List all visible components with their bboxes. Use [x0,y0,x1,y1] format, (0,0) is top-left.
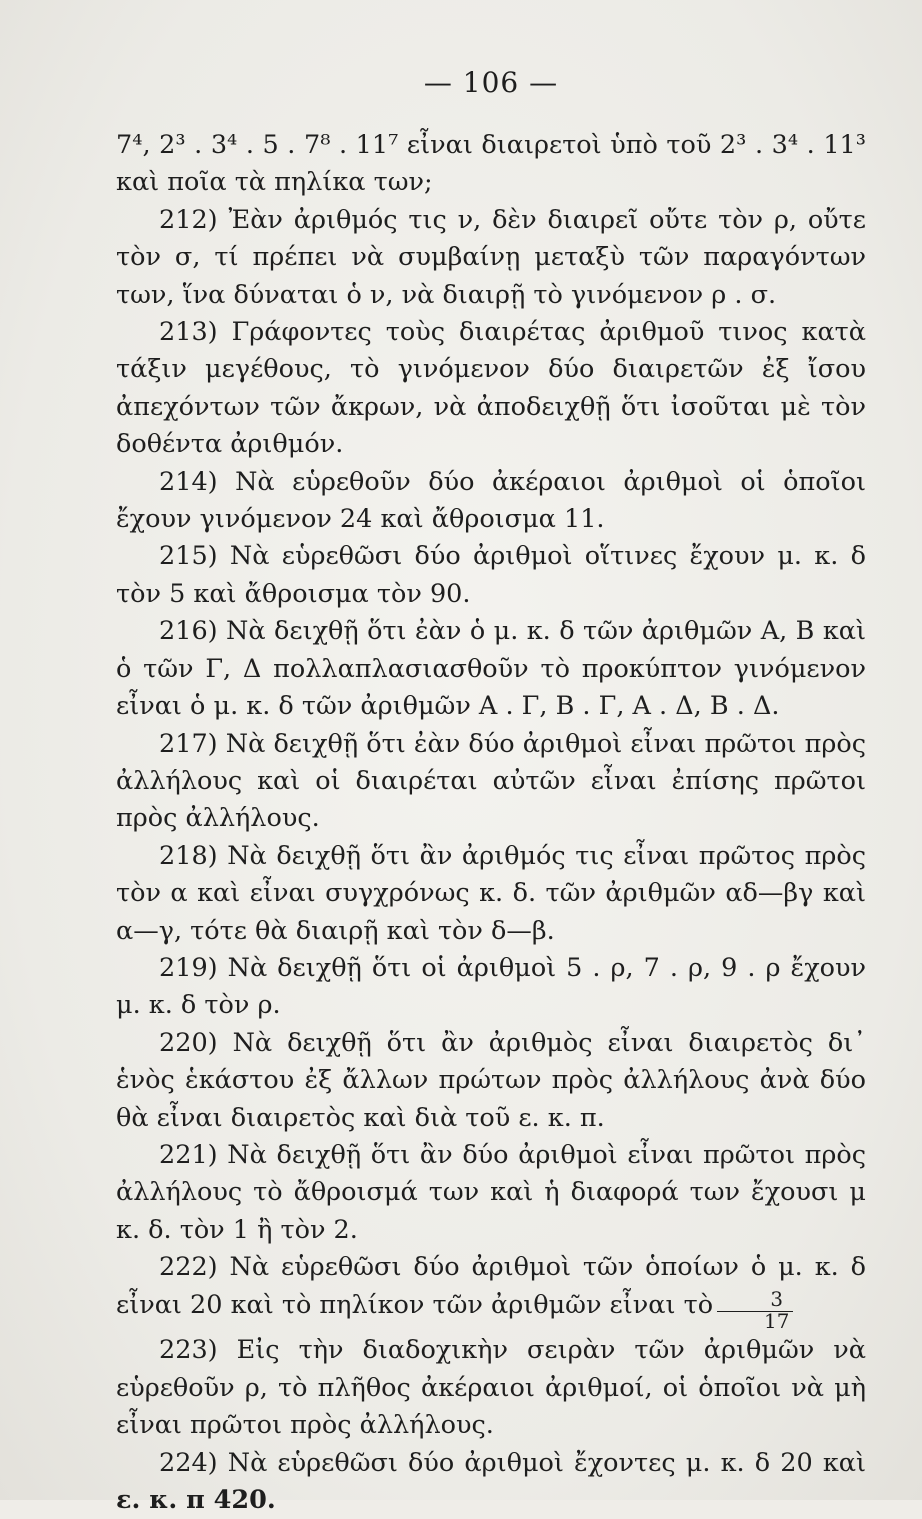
exercise-224-text: 224) Νὰ εὑρεθῶσι δύο ἀριθμοὶ ἔχοντες μ. κ. δ 20 καὶ [159,1447,866,1478]
exercise-213: 213) Γράφοντες τοὺς διαιρέτας ἀριθμοῦ τινος κατὰ τάξιν μεγέθους, τὸ γινόμενον δύο διαιρετῶν ἐξ ἴσου ἀπεχόντων τῶν ἄκρων, νὰ ἀποδειχθῇ ὅτι ἰσοῦται μὲ τὸν δοθέντα ἀριθμόν. [116,317,866,460]
exercise-222 [116,1249,866,1332]
exercise-217: 217) Νὰ δειχθῇ ὅτι ἐὰν δύο ἀριθμοὶ εἶναι πρῶτοι πρὸς ἀλλήλους καὶ οἱ διαιρέται αὐτῶν εἶναι ἐπίσης πρῶτοι πρὸς ἀλλήλους. [116,728,866,834]
exercise-224-end: ε. κ. π 420. [116,1485,276,1515]
fraction [717,1287,793,1333]
exercise-224 [116,1445,866,1519]
exercise-216: 216) Νὰ δειχθῇ ὅτι ἐὰν ὁ μ. κ. δ τῶν ἀριθμῶν Α, Β καὶ ὁ τῶν Γ, Δ πολλαπλασιασθοῦν τὸ προκύπτον γινόμενον εἶναι ὁ μ. κ. δ τῶν ἀριθμῶν Α . Γ, Β . Γ, Α . Δ, Β . Δ. [116,616,866,722]
exercise-219: 219) Νὰ δειχθῇ ὅτι οἱ ἀριθμοὶ 5 . ρ, 7 . ρ, 9 . ρ ἔχουν μ. κ. δ τὸν ρ. [116,952,866,1021]
exercise-220: 220) Νὰ δειχθῇ ὅτι ἂν ἀριθμὸς εἶναι διαιρετὸς δι᾽ ἑνὸς ἑκάστου ἐξ ἄλλων πρώτων πρὸς ἀλλήλους ἀνὰ δύο θὰ εἶναι διαιρετὸς καὶ διὰ τοῦ ε. κ. π. [116,1027,866,1133]
exercise-214: 214) Νὰ εὑρεθοῦν δύο ἀκέραιοι ἀριθμοὶ οἱ ὁποῖοι ἔχουν γινόμενον 24 καὶ ἄθροισμα 11. [116,466,866,535]
page-number: — 106 — [423,66,559,99]
exercise-212: 212) Ἐὰν ἀριθμός τις ν, δὲν διαιρεῖ οὔτε τὸν ρ, οὔτε τὸν σ, τί πρέπει νὰ συμβαίνῃ μεταξὺ τῶν παραγόντων των, ἵνα δύναται ὁ ν, νὰ διαιρῇ τὸ γινόμενον ρ . σ. [116,204,866,310]
exercise-215: 215) Νὰ εὑρεθῶσι δύο ἀριθμοὶ οἵτινες ἔχουν μ. κ. δ τὸν 5 καὶ ἄθροισμα τὸν 90. [116,541,866,609]
exercise-222-text: 222) Νὰ εὑρεθῶσι δύο ἀριθμοὶ τῶν ὁποίων ὁ μ. κ. δ εἶναι 20 καὶ τὸ πηλίκον τῶν ἀριθμῶν εἶναι τὸ [116,1252,866,1320]
exercise-list [116,127,866,1519]
fraction-denominator: 17 [717,1311,793,1333]
exercise-218: 218) Νὰ δειχθῇ ὅτι ἂν ἀριθμός τις εἶναι πρῶτος πρὸς τὸν α καὶ εἶναι συγχρόνως κ. δ. τῶν ἀριθμῶν αδ—βγ καὶ α—γ, τότε θὰ διαιρῇ καὶ τὸν δ—β. [116,840,866,946]
exercise-223: 223) Εἰς τὴν διαδοχικὴν σειρὰν τῶν ἀριθμῶν νὰ εὑρεθοῦν ρ, τὸ πλῆθος ἀκέραιοι ἀριθμοί, οἱ ὁποῖοι νὰ μὴ εἶναι πρῶτοι πρὸς ἀλλήλους. [116,1335,866,1441]
continuation-paragraph: 7⁴, 2³ . 3⁴ . 5 . 7⁸ . 11⁷ εἶναι διαιρετοὶ ὑπὸ τοῦ 2³ . 3⁴ . 11³ καὶ ποῖα τὰ πηλίκα των; [116,130,866,198]
exercise-221: 221) Νὰ δειχθῇ ὅτι ἂν δύο ἀριθμοὶ εἶναι πρῶτοι πρὸς ἀλλήλους τὸ ἄθροισμά των καὶ ἡ διαφορά των ἔχουσι μ κ. δ. τὸν 1 ἢ τὸν 2. [116,1139,866,1245]
fraction-numerator: 3 [770,1287,784,1311]
